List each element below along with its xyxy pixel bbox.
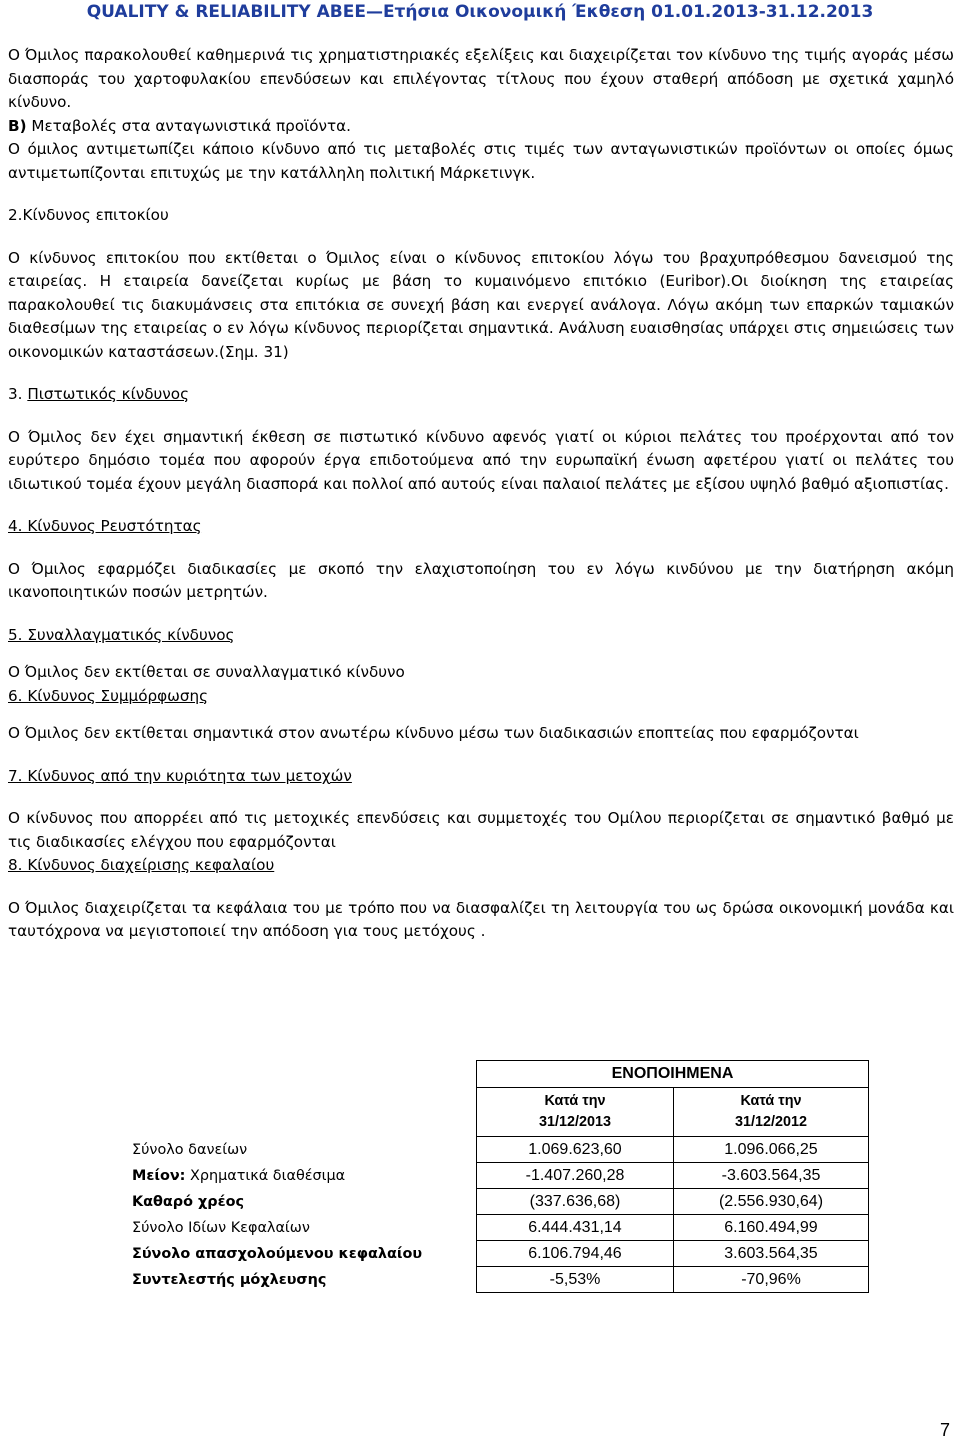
cell-2012: -3.603.564,35 bbox=[674, 1163, 869, 1189]
row-label bbox=[128, 1163, 477, 1189]
section-6-title: 6. Κίνδυνος Συμμόρφωσης bbox=[8, 686, 209, 705]
cell-2012: (2.556.930,64) bbox=[674, 1189, 869, 1215]
cell-2013: -5,53% bbox=[477, 1267, 674, 1293]
row-label: Σύνολο δανείων bbox=[132, 1141, 248, 1158]
section-4-title: 4. Κίνδυνος Ρευστότητας bbox=[8, 517, 202, 535]
row-label-strong: Μείον: bbox=[132, 1167, 186, 1184]
column-header-2012 bbox=[674, 1088, 869, 1137]
row-label-strong: Καθαρό χρέος bbox=[132, 1193, 245, 1210]
subheading-text: Μεταβολές στα ανταγωνιστικά προϊόντα. bbox=[26, 116, 352, 135]
column-header-2013 bbox=[477, 1088, 674, 1137]
cell-2013: 1.069.623,60 bbox=[477, 1137, 674, 1163]
paragraph-market-risk: Ο Όμιλος παρακολουθεί καθημερινά τις χρηματιστηριακές εξελίξεις και διαχειρίζεται τον κίνδυνο της τιμής αγοράς μέσω διασποράς του χαρτοφυλακίου επενδύσεων και επιλέγοντας τίτλους που έχουν σταθερή απόδοση με σχετικά χαμηλό κίνδυνο. bbox=[8, 46, 954, 111]
section-3-body: Ο Όμιλος δεν έχει σημαντική έκθεση σε πιστωτικό κίνδυνο αφενός γιατί οι κύριοι πελάτες του προέρχονται από τον ευρύτερο δημόσιο τομέα που αφορούν έργα επιδοτούμενα από την ευρωπαϊκή ένωση αφετέρου γιατί οι πελάτες του ιδιωτικού τομέα έχουν μεγάλη διασπορά και πολλοί από αυτούς είναι παλαιοί πελάτες με εξίσου υψηλό βαθμό αξιοπιστίας. bbox=[8, 427, 954, 493]
cell-2013: (337.636,68) bbox=[477, 1189, 674, 1215]
cell-2012: 3.603.564,35 bbox=[674, 1241, 869, 1267]
section-5-title: 5. Συναλλαγματικός κίνδυνος bbox=[8, 625, 235, 644]
subheading-competitive-products bbox=[8, 115, 954, 139]
capital-gearing-table bbox=[128, 1060, 869, 1293]
section-6-body: Ο Όμιλος δεν εκτίθεται σημαντικά στον ανωτέρω κίνδυνο μέσω των διαδικασιών εποπτείας που εφαρμόζονται bbox=[8, 724, 859, 742]
table-row bbox=[128, 1215, 869, 1241]
section-2-title: 2.Κίνδυνος επιτοκίου bbox=[8, 206, 169, 224]
report-header: QUALITY & RELIABILITY ABEE—Ετήσια Οικονομική Έκθεση 01.01.2013-31.12.2013 bbox=[86, 2, 874, 22]
section-3-number: 3. bbox=[8, 385, 28, 403]
table-row bbox=[128, 1163, 869, 1189]
section-5-body: Ο Όμιλος δεν εκτίθεται σε συναλλαγματικό κίνδυνο bbox=[8, 663, 405, 681]
row-label-strong: Συντελεστής μόχλευσης bbox=[132, 1271, 327, 1288]
section-7-title: 7. Κίνδυνος από την κυριότητα των μετοχών bbox=[8, 766, 352, 785]
section-7-body: Ο κίνδυνος που απορρέει από τις μετοχικές επενδύσεις και συμμετοχές του Ομίλου περιορίζεται σε σημαντικό βαθμό με τις διαδικασίες ελέγχου που εφαρμόζονται bbox=[8, 809, 954, 851]
subheading-letter: Β) bbox=[8, 116, 27, 135]
table-row bbox=[128, 1241, 869, 1267]
table-row bbox=[128, 1267, 869, 1293]
column-header-2013-line1: Κατά την bbox=[544, 1093, 606, 1109]
section-3-title bbox=[8, 383, 954, 407]
document-body bbox=[8, 44, 954, 944]
section-4-body: Ο Όμιλος εφαρμόζει διαδικασίες με σκοπό την ελαχιστοποίηση του εν λόγω κινδύνου με την διατήρηση ακόμη ικανοποιητικών ποσών μετρητών. bbox=[8, 559, 954, 601]
row-label bbox=[128, 1241, 477, 1267]
table-row bbox=[128, 1137, 869, 1163]
table-row bbox=[128, 1189, 869, 1215]
section-3-heading: Πιστωτικός κίνδυνος bbox=[27, 385, 189, 403]
cell-2013: 6.106.794,46 bbox=[477, 1241, 674, 1267]
row-label-strong: Σύνολο απασχολούμενου κεφαλαίου bbox=[132, 1245, 423, 1262]
row-label: Σύνολο Ιδίων Κεφαλαίων bbox=[132, 1219, 310, 1236]
column-header-2012-line1: Κατά την bbox=[740, 1093, 802, 1109]
column-header-2013-line2: 31/12/2013 bbox=[538, 1114, 612, 1130]
cell-2012: 6.160.494,99 bbox=[674, 1215, 869, 1241]
page-number: 7 bbox=[939, 1420, 950, 1440]
row-label bbox=[128, 1267, 477, 1293]
row-label bbox=[128, 1189, 477, 1215]
section-8-body: Ο Όμιλος διαχειρίζεται τα κεφάλαια του με τρόπο που να διασφαλίζει τη λειτουργία του ως δρώσα οικονομική μονάδα και ταυτόχρονα να μεγιστοποιεί την απόδοση για τους μετόχους . bbox=[8, 898, 954, 940]
cell-2012: -70,96% bbox=[674, 1267, 869, 1293]
cell-2013: -1.407.260,28 bbox=[477, 1163, 674, 1189]
paragraph-competitive-products: Ο όμιλος αντιμετωπίζει κάποιο κίνδυνο από τις μεταβολές στις τιμές των ανταγωνιστικών προϊόντων οι οποίες όμως αντιμετωπίζονται επιτυχώς με την κατάλληλη πολιτική Μάρκετινγκ. bbox=[8, 140, 954, 182]
cell-2012: 1.096.066,25 bbox=[674, 1137, 869, 1163]
column-header-2012-line2: 31/12/2012 bbox=[734, 1114, 808, 1130]
section-2-body: Ο κίνδυνος επιτοκίου που εκτίθεται ο Όμιλος είναι ο κίνδυνος επιτοκίου λόγω του βραχυπρόθεσμου δανεισμού της εταιρείας. Η εταιρεία δανείζεται κυρίως με βάση το κυμαινόμενο επιτόκιο (Euribor).Οι διοίκηση της εταιρείας παρακολουθεί τις διακυμάνσεις στα επιτόκια σε συνεχή βάση και ενεργεί ανάλογα. Λόγω ακόμη των επαρκών ταμιακών διαθεσίμων της εταιρείας ο εν λόγω κίνδυνος περιορίζεται σημαντικά. Ανάλυση ευαισθησίας υπάρχει στις σημειώσεις των οικονομικών καταστάσεων.(Σημ. 31) bbox=[8, 248, 954, 361]
cell-2013: 6.444.431,14 bbox=[477, 1215, 674, 1241]
section-8-title: 8. Κίνδυνος διαχείρισης κεφαλαίου bbox=[8, 856, 275, 874]
row-label-rest: Χρηματικά διαθέσιμα bbox=[185, 1167, 346, 1184]
table-group-header: ΕΝΟΠΟΙΗΜΕΝΑ bbox=[477, 1061, 869, 1088]
